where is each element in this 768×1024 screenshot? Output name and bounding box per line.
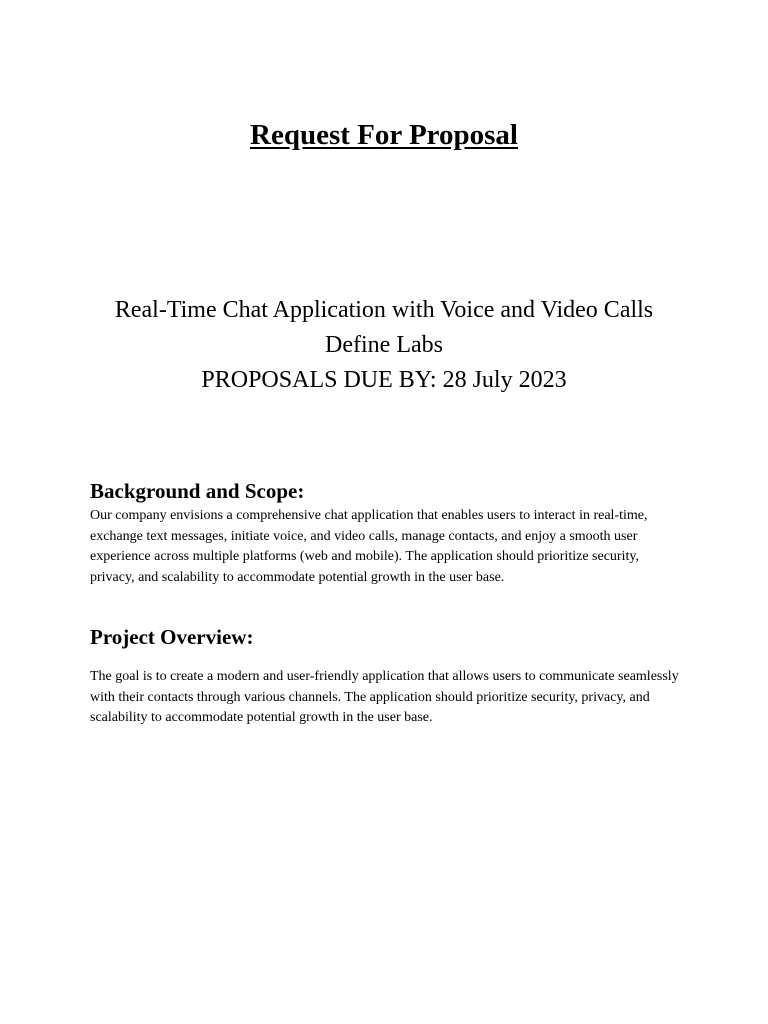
document-title: Request For Proposal xyxy=(250,119,518,151)
project-overview-text: The goal is to create a modern and user-friendly application that allows users to communicate seamlessly with their contacts through various channels. The application should prioritize security, privacy, and scalability to accommodate potential growth in the user base. xyxy=(90,669,679,725)
title-block xyxy=(0,293,768,398)
background-scope-heading: Background and Scope: xyxy=(90,479,305,503)
project-overview-heading: Project Overview: xyxy=(90,625,254,649)
background-scope-text: Our company envisions a comprehensive chat application that enables users to interact in real-time, exchange text messages, initiate voice, and video calls, manage contacts, and enjoy a smooth user experience across multiple platforms (web and mobile). The application should prioritize security, privacy, and scalability to accommodate potential growth in the user base. xyxy=(90,508,648,585)
project-name: Real-Time Chat Application with Voice and Video Calls xyxy=(114,297,654,323)
proposal-due-date: PROPOSALS DUE BY: 28 July 2023 xyxy=(201,367,567,393)
organization-name: Define Labs xyxy=(325,332,443,358)
